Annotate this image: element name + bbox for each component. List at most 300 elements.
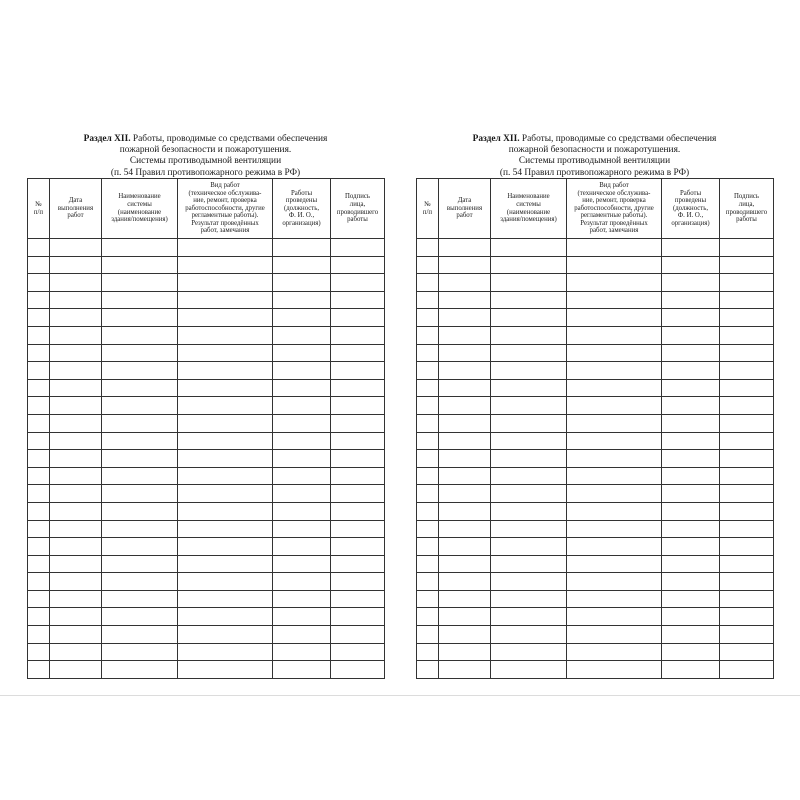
- table-cell: [439, 414, 491, 432]
- table-cell: [178, 432, 273, 450]
- table-cell: [102, 432, 178, 450]
- table-cell: [273, 485, 331, 503]
- table-cell: [102, 590, 178, 608]
- table-cell: [439, 291, 491, 309]
- table-cell: [273, 626, 331, 644]
- table-cell: [50, 274, 102, 292]
- table-header-row: [417, 179, 774, 239]
- table-cell: [273, 397, 331, 415]
- table-cell: [50, 643, 102, 661]
- table-cell: [102, 643, 178, 661]
- heading-line-1: [27, 134, 384, 145]
- table-cell: [178, 309, 273, 327]
- heading-line-1-rest: Работы, проводимые со средствами обеспечения: [519, 134, 717, 144]
- table-cell: [50, 414, 102, 432]
- page-bottom-divider: [0, 695, 800, 696]
- table-cell: [491, 626, 567, 644]
- table-cell: [28, 450, 50, 468]
- table-cell: [417, 432, 439, 450]
- table-cell: [28, 326, 50, 344]
- table-cell: [50, 608, 102, 626]
- section-heading: [27, 134, 384, 179]
- table-cell: [102, 256, 178, 274]
- table-cell: [417, 344, 439, 362]
- heading-line-2: пожарной безопасности и пожаротушения.: [508, 145, 681, 156]
- table-cell: [720, 291, 774, 309]
- table-cell: [662, 239, 720, 257]
- table-cell: [491, 450, 567, 468]
- table-cell: [102, 555, 178, 573]
- column-header-system-name: Наименование системы (наименование здания/помещения): [491, 179, 567, 239]
- table-cell: [102, 608, 178, 626]
- heading-line-1: [416, 134, 773, 145]
- table-cell: [662, 309, 720, 327]
- table-row: [28, 626, 385, 644]
- table-cell: [662, 538, 720, 556]
- table-cell: [178, 239, 273, 257]
- table-cell: [273, 661, 331, 679]
- table-cell: [273, 432, 331, 450]
- heading-line-3: Системы противодымной вентиляции: [518, 156, 671, 167]
- table-cell: [28, 661, 50, 679]
- table-cell: [720, 344, 774, 362]
- table-row: [417, 555, 774, 573]
- heading-line-4: (п. 54 Правил противопожарного режима в РФ): [499, 167, 690, 178]
- table-cell: [102, 344, 178, 362]
- table-cell: [662, 414, 720, 432]
- table-cell: [102, 291, 178, 309]
- table-cell: [662, 661, 720, 679]
- table-cell: [491, 414, 567, 432]
- table-row: [28, 502, 385, 520]
- table-cell: [331, 344, 385, 362]
- table-cell: [417, 502, 439, 520]
- table-cell: [28, 397, 50, 415]
- table-cell: [178, 344, 273, 362]
- table-cell: [178, 520, 273, 538]
- table-cell: [50, 432, 102, 450]
- table-row: [28, 590, 385, 608]
- table-row: [417, 432, 774, 450]
- table-cell: [102, 397, 178, 415]
- table-cell: [720, 274, 774, 292]
- table-cell: [331, 467, 385, 485]
- table-cell: [28, 309, 50, 327]
- column-header-performed-by: Работы проведены (должность, Ф. И. О., организация): [662, 179, 720, 239]
- table-cell: [28, 379, 50, 397]
- table-cell: [439, 643, 491, 661]
- table-cell: [662, 643, 720, 661]
- table-cell: [439, 274, 491, 292]
- table-cell: [28, 590, 50, 608]
- table-cell: [331, 309, 385, 327]
- table-row: [417, 291, 774, 309]
- table-cell: [439, 661, 491, 679]
- table-row: [417, 467, 774, 485]
- table-cell: [50, 573, 102, 591]
- table-cell: [491, 643, 567, 661]
- table-row: [28, 520, 385, 538]
- section-label: Раздел XII.: [472, 134, 520, 144]
- table-cell: [102, 309, 178, 327]
- table-cell: [273, 309, 331, 327]
- table-cell: [178, 538, 273, 556]
- table-cell: [567, 520, 662, 538]
- table-cell: [331, 502, 385, 520]
- table-cell: [491, 590, 567, 608]
- table-cell: [50, 485, 102, 503]
- table-cell: [178, 661, 273, 679]
- table-cell: [567, 608, 662, 626]
- table-cell: [28, 344, 50, 362]
- table-cell: [178, 467, 273, 485]
- table-cell: [273, 344, 331, 362]
- table-cell: [567, 467, 662, 485]
- table-cell: [273, 608, 331, 626]
- table-cell: [28, 608, 50, 626]
- table-cell: [720, 608, 774, 626]
- table-cell: [567, 485, 662, 503]
- table-cell: [273, 538, 331, 556]
- table-row: [417, 326, 774, 344]
- table-cell: [273, 573, 331, 591]
- table-cell: [50, 555, 102, 573]
- column-header-work-type: Вид работ (техническое обслужива- ние, ремонт, проверка работоспособности, другие регламентные работы). Результат проведённых работ, замечания: [567, 179, 662, 239]
- table-cell: [178, 485, 273, 503]
- table-cell: [102, 362, 178, 380]
- table-row: [417, 379, 774, 397]
- table-cell: [178, 326, 273, 344]
- table-cell: [331, 520, 385, 538]
- table-cell: [50, 520, 102, 538]
- table-cell: [178, 643, 273, 661]
- table-cell: [273, 291, 331, 309]
- table-cell: [417, 362, 439, 380]
- table-cell: [50, 502, 102, 520]
- table-cell: [417, 590, 439, 608]
- table-cell: [567, 397, 662, 415]
- table-cell: [331, 555, 385, 573]
- table-cell: [491, 326, 567, 344]
- table-cell: [720, 450, 774, 468]
- table-cell: [720, 626, 774, 644]
- table-cell: [273, 414, 331, 432]
- table-cell: [491, 432, 567, 450]
- table-cell: [273, 502, 331, 520]
- table-cell: [417, 291, 439, 309]
- table-cell: [417, 485, 439, 503]
- table-cell: [491, 520, 567, 538]
- table-cell: [720, 397, 774, 415]
- table-cell: [331, 414, 385, 432]
- column-header-signature: Подпись лица, проводившего работы: [331, 179, 385, 239]
- table-row: [28, 485, 385, 503]
- table-cell: [567, 414, 662, 432]
- table-cell: [720, 573, 774, 591]
- table-row: [417, 608, 774, 626]
- table-cell: [439, 432, 491, 450]
- table-cell: [491, 502, 567, 520]
- table-row: [417, 256, 774, 274]
- log-table: [27, 178, 385, 679]
- table-cell: [178, 397, 273, 415]
- table-cell: [567, 432, 662, 450]
- table-cell: [331, 538, 385, 556]
- table-cell: [102, 467, 178, 485]
- table-cell: [491, 239, 567, 257]
- table-cell: [273, 239, 331, 257]
- table-row: [417, 397, 774, 415]
- table-cell: [28, 239, 50, 257]
- table-cell: [491, 608, 567, 626]
- table-cell: [178, 362, 273, 380]
- table-cell: [417, 555, 439, 573]
- table-cell: [439, 309, 491, 327]
- table-cell: [720, 520, 774, 538]
- table-cell: [567, 661, 662, 679]
- table-cell: [720, 432, 774, 450]
- table-cell: [439, 502, 491, 520]
- table-cell: [417, 467, 439, 485]
- table-cell: [331, 326, 385, 344]
- table-cell: [50, 291, 102, 309]
- table-row: [28, 344, 385, 362]
- table-cell: [491, 485, 567, 503]
- table-cell: [273, 467, 331, 485]
- table-cell: [567, 502, 662, 520]
- table-cell: [178, 555, 273, 573]
- table-row: [417, 643, 774, 661]
- table-cell: [28, 362, 50, 380]
- table-cell: [417, 309, 439, 327]
- table-cell: [491, 573, 567, 591]
- column-header-performed-by: Работы проведены (должность, Ф. И. О., организация): [273, 179, 331, 239]
- table-cell: [50, 309, 102, 327]
- heading-line-1-rest: Работы, проводимые со средствами обеспечения: [130, 134, 328, 144]
- table-cell: [102, 450, 178, 468]
- table-cell: [273, 379, 331, 397]
- table-cell: [102, 626, 178, 644]
- table-cell: [491, 344, 567, 362]
- table-cell: [720, 362, 774, 380]
- table-row: [417, 274, 774, 292]
- table-cell: [491, 256, 567, 274]
- table-cell: [567, 538, 662, 556]
- table-cell: [178, 379, 273, 397]
- table-cell: [417, 520, 439, 538]
- table-cell: [720, 485, 774, 503]
- table-cell: [273, 590, 331, 608]
- table-cell: [331, 256, 385, 274]
- table-row: [417, 362, 774, 380]
- table-cell: [720, 555, 774, 573]
- table-row: [28, 450, 385, 468]
- table-row: [28, 643, 385, 661]
- table-body: [417, 239, 774, 679]
- table-row: [28, 432, 385, 450]
- table-cell: [662, 379, 720, 397]
- table-cell: [662, 326, 720, 344]
- table-cell: [331, 274, 385, 292]
- table-cell: [662, 344, 720, 362]
- table-cell: [102, 538, 178, 556]
- table-cell: [491, 379, 567, 397]
- table-cell: [662, 502, 720, 520]
- table-cell: [178, 274, 273, 292]
- table-cell: [273, 450, 331, 468]
- table-cell: [102, 485, 178, 503]
- table-cell: [50, 344, 102, 362]
- table-cell: [417, 379, 439, 397]
- table-cell: [50, 239, 102, 257]
- table-cell: [417, 397, 439, 415]
- table-cell: [102, 414, 178, 432]
- table-cell: [331, 239, 385, 257]
- column-header-system-name: Наименование системы (наименование здания/помещения): [102, 179, 178, 239]
- table-row: [28, 414, 385, 432]
- table-cell: [662, 608, 720, 626]
- table-row: [417, 661, 774, 679]
- table-cell: [720, 309, 774, 327]
- table-cell: [720, 239, 774, 257]
- table-cell: [567, 450, 662, 468]
- table-cell: [178, 608, 273, 626]
- table-cell: [662, 256, 720, 274]
- table-cell: [439, 590, 491, 608]
- table-cell: [331, 450, 385, 468]
- table-cell: [28, 485, 50, 503]
- table-row: [417, 626, 774, 644]
- heading-line-4: (п. 54 Правил противопожарного режима в РФ): [110, 167, 301, 178]
- table-cell: [273, 256, 331, 274]
- heading-line-2: пожарной безопасности и пожаротушения.: [119, 145, 292, 156]
- table-row: [28, 661, 385, 679]
- table-cell: [28, 414, 50, 432]
- table-cell: [273, 362, 331, 380]
- table-cell: [491, 362, 567, 380]
- table-cell: [720, 590, 774, 608]
- table-cell: [491, 661, 567, 679]
- table-cell: [50, 626, 102, 644]
- table-cell: [50, 538, 102, 556]
- table-cell: [720, 502, 774, 520]
- table-cell: [28, 467, 50, 485]
- table-row: [28, 256, 385, 274]
- table-row: [417, 538, 774, 556]
- table-row: [28, 397, 385, 415]
- table-cell: [178, 626, 273, 644]
- table-cell: [28, 291, 50, 309]
- table-cell: [331, 573, 385, 591]
- table-cell: [720, 661, 774, 679]
- table-row: [28, 291, 385, 309]
- table-cell: [567, 379, 662, 397]
- table-cell: [491, 309, 567, 327]
- table-body: [28, 239, 385, 679]
- table-cell: [567, 573, 662, 591]
- table-cell: [331, 397, 385, 415]
- table-cell: [720, 256, 774, 274]
- table-cell: [331, 661, 385, 679]
- table-cell: [662, 555, 720, 573]
- table-row: [417, 414, 774, 432]
- table-cell: [662, 397, 720, 415]
- table-cell: [50, 326, 102, 344]
- table-row: [28, 309, 385, 327]
- table-cell: [567, 643, 662, 661]
- table-row: [28, 326, 385, 344]
- table-cell: [662, 467, 720, 485]
- table-row: [28, 274, 385, 292]
- table-cell: [417, 256, 439, 274]
- table-cell: [439, 485, 491, 503]
- table-cell: [662, 590, 720, 608]
- table-cell: [417, 643, 439, 661]
- heading-line-3: Системы противодымной вентиляции: [129, 156, 282, 167]
- table-cell: [439, 326, 491, 344]
- table-row: [28, 555, 385, 573]
- table-cell: [439, 608, 491, 626]
- table-cell: [567, 344, 662, 362]
- table-cell: [331, 608, 385, 626]
- column-header-number: № п/п: [417, 179, 439, 239]
- table-cell: [567, 326, 662, 344]
- table-cell: [50, 450, 102, 468]
- table-cell: [720, 379, 774, 397]
- column-header-work-type: Вид работ (техническое обслужива- ние, ремонт, проверка работоспособности, другие регламентные работы). Результат проведённых работ, замечания: [178, 179, 273, 239]
- table-cell: [567, 291, 662, 309]
- table-cell: [567, 362, 662, 380]
- table-row: [417, 485, 774, 503]
- table-row: [417, 590, 774, 608]
- table-cell: [331, 590, 385, 608]
- table-cell: [50, 467, 102, 485]
- table-cell: [567, 256, 662, 274]
- table-cell: [491, 555, 567, 573]
- table-row: [28, 467, 385, 485]
- section-heading: [416, 134, 773, 179]
- column-header-date: Дата выполнения работ: [50, 179, 102, 239]
- table-cell: [28, 502, 50, 520]
- table-cell: [417, 661, 439, 679]
- table-cell: [417, 538, 439, 556]
- table-cell: [662, 432, 720, 450]
- table-cell: [102, 274, 178, 292]
- table-cell: [331, 643, 385, 661]
- table-cell: [50, 590, 102, 608]
- table-row: [417, 344, 774, 362]
- table-cell: [28, 520, 50, 538]
- table-cell: [102, 520, 178, 538]
- log-table: [416, 178, 774, 679]
- table-cell: [567, 309, 662, 327]
- table-cell: [50, 397, 102, 415]
- table-cell: [439, 256, 491, 274]
- table-cell: [439, 450, 491, 468]
- table-cell: [439, 344, 491, 362]
- column-header-date: Дата выполнения работ: [439, 179, 491, 239]
- table-cell: [491, 274, 567, 292]
- table-cell: [28, 538, 50, 556]
- table-cell: [102, 326, 178, 344]
- column-header-number: № п/п: [28, 179, 50, 239]
- table-row: [417, 450, 774, 468]
- column-header-signature: Подпись лица, проводившего работы: [720, 179, 774, 239]
- table-row: [417, 239, 774, 257]
- table-cell: [439, 362, 491, 380]
- table-cell: [178, 450, 273, 468]
- table-cell: [662, 450, 720, 468]
